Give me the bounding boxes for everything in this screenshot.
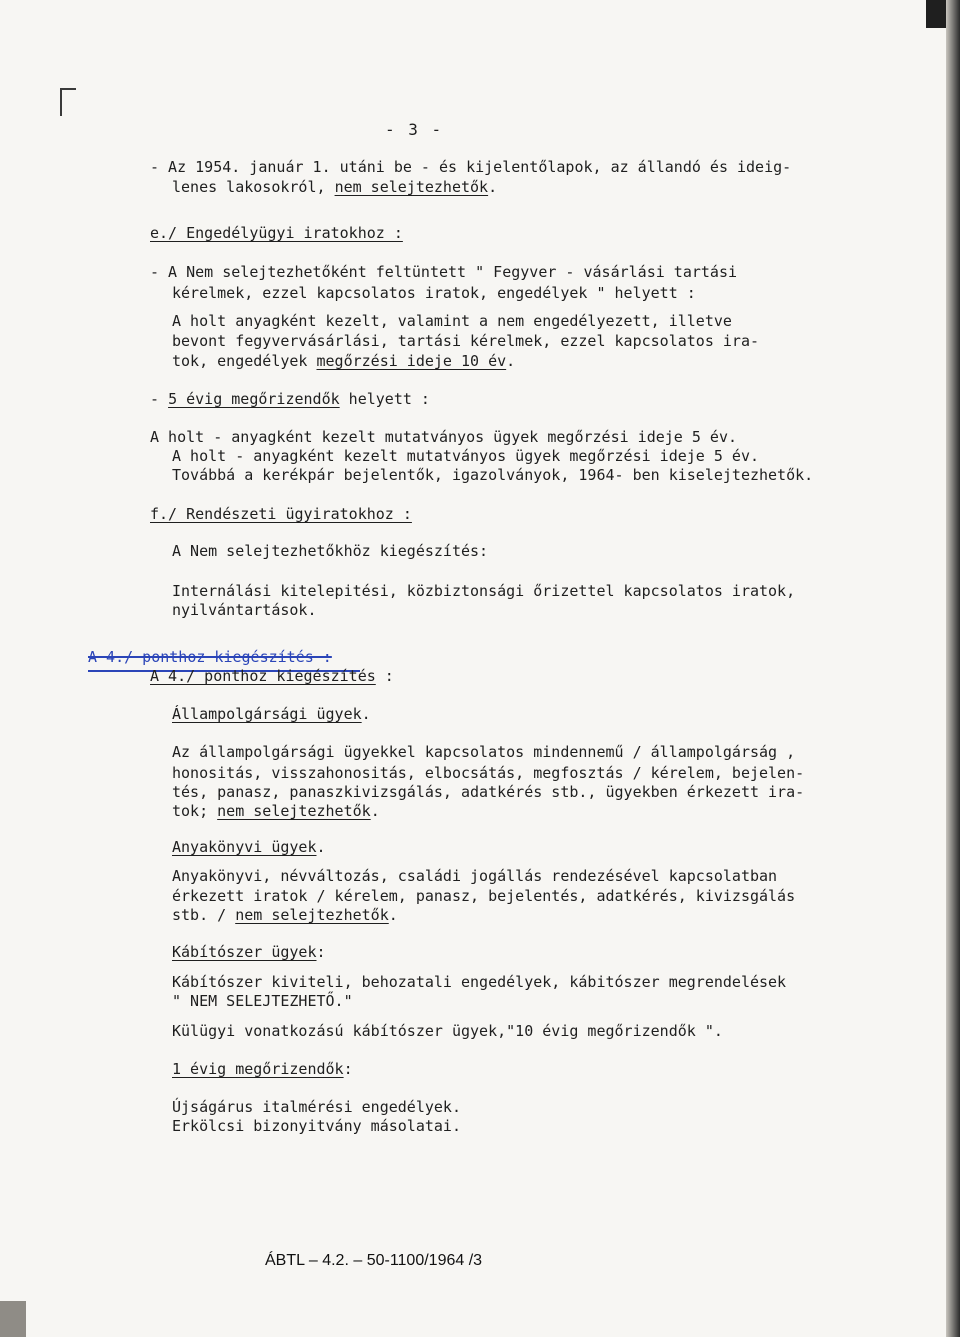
text-line: A holt - anyagként kezelt mutatványos ügyek megőrzési ideje 5 év. <box>150 428 737 446</box>
text-span: . <box>488 178 498 196</box>
text-line: " NEM SELEJTEZHETŐ." <box>172 992 353 1010</box>
text-line <box>172 802 380 820</box>
text-line: Újságárus italmérési engedélyek. <box>172 1098 461 1116</box>
text-span: . <box>361 705 371 723</box>
subheading-anyakonyvi <box>172 838 326 856</box>
subheading-kabitoszer <box>172 943 326 961</box>
subheading-allampolgarsagi <box>172 705 371 723</box>
text-line <box>172 178 497 196</box>
text-span: : <box>375 667 394 685</box>
underlined-text: 1 évig megőrizendők <box>172 1060 344 1078</box>
text-span: . <box>316 838 326 856</box>
text-line: tés, panasz, panaszkivizsgálás, adatkérés stb., ügyekben érkezett ira- <box>172 783 805 801</box>
text-line: Erkölcsi bizonyitvány másolatai. <box>172 1117 461 1135</box>
margin-mark <box>60 88 76 116</box>
section-heading-e: e./ Engedélyügyi iratokhoz : <box>150 224 403 242</box>
text-line: kérelmek, ezzel kapcsolatos iratok, engedélyek " helyett : <box>172 284 696 302</box>
underlined-text: nem selejtezhetők <box>235 906 389 924</box>
text-span: tok, engedélyek <box>172 352 317 370</box>
text-span: : <box>316 943 326 961</box>
text-span: . <box>370 802 380 820</box>
text-span: : <box>343 1060 353 1078</box>
underlined-text: nem selejtezhetők <box>334 178 489 196</box>
text-line: Az állampolgársági ügyekkel kapcsolatos mindennemű / állampolgárság , <box>172 743 796 761</box>
text-line: érkezett iratok / kérelem, panasz, bejelentés, adatkérés, kivizsgálás <box>172 887 796 905</box>
text-span: helyett : <box>339 390 430 408</box>
underlined-text: Állampolgársági ügyek <box>172 705 362 723</box>
text-line <box>172 906 398 924</box>
section-heading-f: f./ Rendészeti ügyiratokhoz : <box>150 505 412 523</box>
text-line: bevont fegyvervásárlási, tartási kérelmek, ezzel kapcsolatos ira- <box>172 332 759 350</box>
underlined-text: nem selejtezhetők <box>217 802 371 820</box>
underlined-text: Kábítószer ügyek <box>172 943 317 961</box>
text-line: - A Nem selejtezhetőként feltüntett " Fegyver - vásárlási tartási <box>150 263 737 281</box>
archive-reference: ÁBTL – 4.2. – 50-1100/1964 /3 <box>265 1252 483 1269</box>
underlined-text: Anyakönyvi ügyek <box>172 838 317 856</box>
text-span: stb. / <box>172 906 236 924</box>
underlined-text: A 4./ ponthoz kiegészítés <box>150 667 376 685</box>
scan-edge-right <box>946 0 960 1337</box>
text-line <box>150 390 430 408</box>
text-span: tok; <box>172 802 218 820</box>
text-line: nyilvántartások. <box>172 601 317 619</box>
text-line: Internálási kitelepitési, közbiztonsági őrizettel kapcsolatos iratok, <box>172 582 796 600</box>
underlined-text: 5 évig megőrizendők <box>168 390 340 408</box>
text-span: . <box>388 906 398 924</box>
underlined-text: megőrzési ideje 10 év <box>316 352 507 370</box>
text-span: - <box>150 390 169 408</box>
scan-corner-top-right <box>926 0 946 28</box>
text-line: A holt anyagként kezelt, valamint a nem engedélyezett, illetve <box>172 312 732 330</box>
text-line: Kábítószer kiviteli, behozatali engedélyek, kábitószer megrendelések <box>172 973 787 991</box>
text-line: Továbbá a kerékpár bejelentők, igazolványok, 1964- ben kiselejtezhetők. <box>172 466 814 484</box>
subheading-1-evig <box>172 1060 353 1078</box>
text-line: - Az 1954. január 1. utáni be - és kijelentőlapok, az állandó és ideig- <box>150 158 792 176</box>
text-span: lenes lakosokról, <box>172 178 335 196</box>
scan-corner-bottom-left <box>0 1301 26 1337</box>
page-number: - 3 - <box>385 120 444 139</box>
section-heading-4 <box>150 667 394 685</box>
text-line <box>172 352 515 370</box>
text-span: . <box>506 352 516 370</box>
text-line: A holt - anyagként kezelt mutatványos ügyek megőrzési ideje 5 év. <box>172 447 759 465</box>
struck-heading: A 4./ ponthoz kiegészítés : <box>88 648 332 666</box>
text-line: Külügyi vonatkozású kábítószer ügyek,"10 évig megőrizendők ". <box>172 1022 723 1040</box>
text-line: Anyakönyvi, névváltozás, családi jogállás rendezésével kapcsolatban <box>172 867 778 885</box>
text-line: A Nem selejtezhetőkhöz kiegészítés: <box>172 542 489 560</box>
text-line: honositás, visszahonositás, elbocsátás, megfosztás / kérelem, bejelen- <box>172 764 805 782</box>
